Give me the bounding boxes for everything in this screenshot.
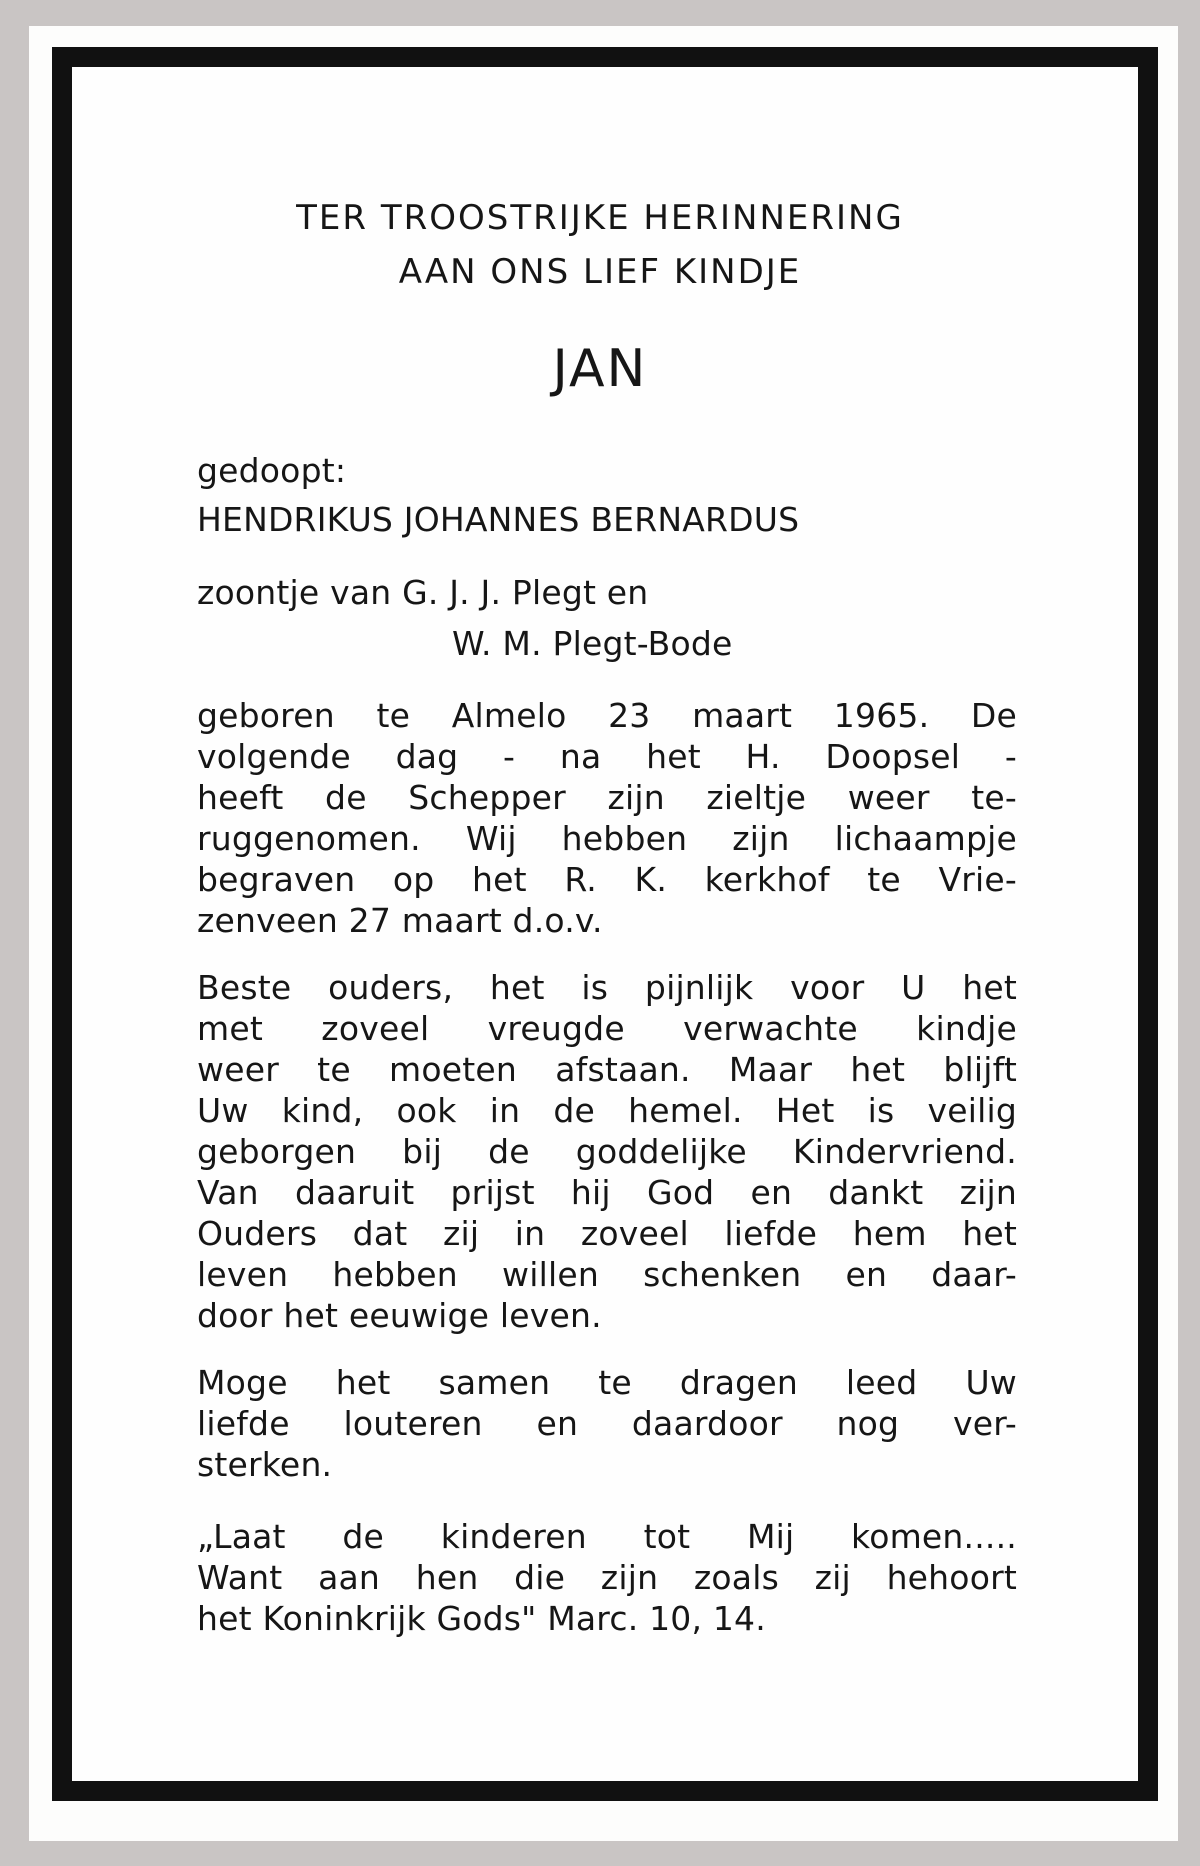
baptized-label: gedoopt: bbox=[197, 451, 347, 490]
quote-line: het Koninkrijk Gods" Marc. 10, 14. bbox=[197, 1599, 766, 1638]
paragraph-2-line: Uw kind, ook in de hemel. Het is veilig bbox=[197, 1091, 1017, 1130]
paragraph-1-line: volgende dag - na het H. Doopsel - bbox=[197, 737, 1017, 776]
baptized-name: HENDRIKUS JOHANNES BERNARDUS bbox=[197, 500, 800, 539]
paragraph-2-line: leven hebben willen schenken en daar- bbox=[197, 1255, 1017, 1294]
paragraph-1-line: zenveen 27 maart d.o.v. bbox=[197, 901, 603, 940]
heading-line-1: TER TROOSTRIJKE HERINNERING bbox=[296, 198, 904, 238]
deceased-name: JAN bbox=[552, 339, 648, 399]
paragraph-2-line: Ouders dat zij in zoveel liefde hem het bbox=[197, 1214, 1017, 1253]
paragraph-2-line: geborgen bij de goddelijke Kindervriend. bbox=[197, 1132, 1017, 1171]
paragraph-1-line: begraven op het R. K. kerkhof te Vrie- bbox=[197, 860, 1017, 899]
heading-line-2: AAN ONS LIEF KINDJE bbox=[398, 252, 802, 292]
paragraph-2-line: weer te moeten afstaan. Maar het blijft bbox=[197, 1050, 1017, 1089]
paragraph-2-line: Van daaruit prijst hij God en dankt zijn bbox=[197, 1173, 1017, 1212]
quote-line: Want aan hen die zijn zoals zij hehoort bbox=[197, 1558, 1017, 1597]
paragraph-2-line: door het eeuwige leven. bbox=[197, 1296, 602, 1335]
parents-line-2: W. M. Plegt-Bode bbox=[452, 624, 733, 663]
paragraph-2-line: met zoveel vreugde verwachte kindje bbox=[197, 1009, 1017, 1048]
parents-line-1: zoontje van G. J. J. Plegt en bbox=[197, 573, 649, 612]
paragraph-2-line: Beste ouders, het is pijnlijk voor U het bbox=[197, 968, 1017, 1007]
paragraph-1-line: geboren te Almelo 23 maart 1965. De bbox=[197, 696, 1017, 735]
paragraph-1-line: heeft de Schepper zijn zieltje weer te- bbox=[197, 778, 1017, 817]
paragraph-1-line: ruggenomen. Wij hebben zijn lichaampje bbox=[197, 819, 1017, 858]
quote-line: „Laat de kinderen tot Mij komen..... bbox=[197, 1517, 1017, 1556]
paragraph-3-line: sterken. bbox=[197, 1445, 333, 1484]
paragraph-3-line: liefde louteren en daardoor nog ver- bbox=[197, 1404, 1017, 1443]
paragraph-3-line: Moge het samen te dragen leed Uw bbox=[197, 1363, 1017, 1402]
